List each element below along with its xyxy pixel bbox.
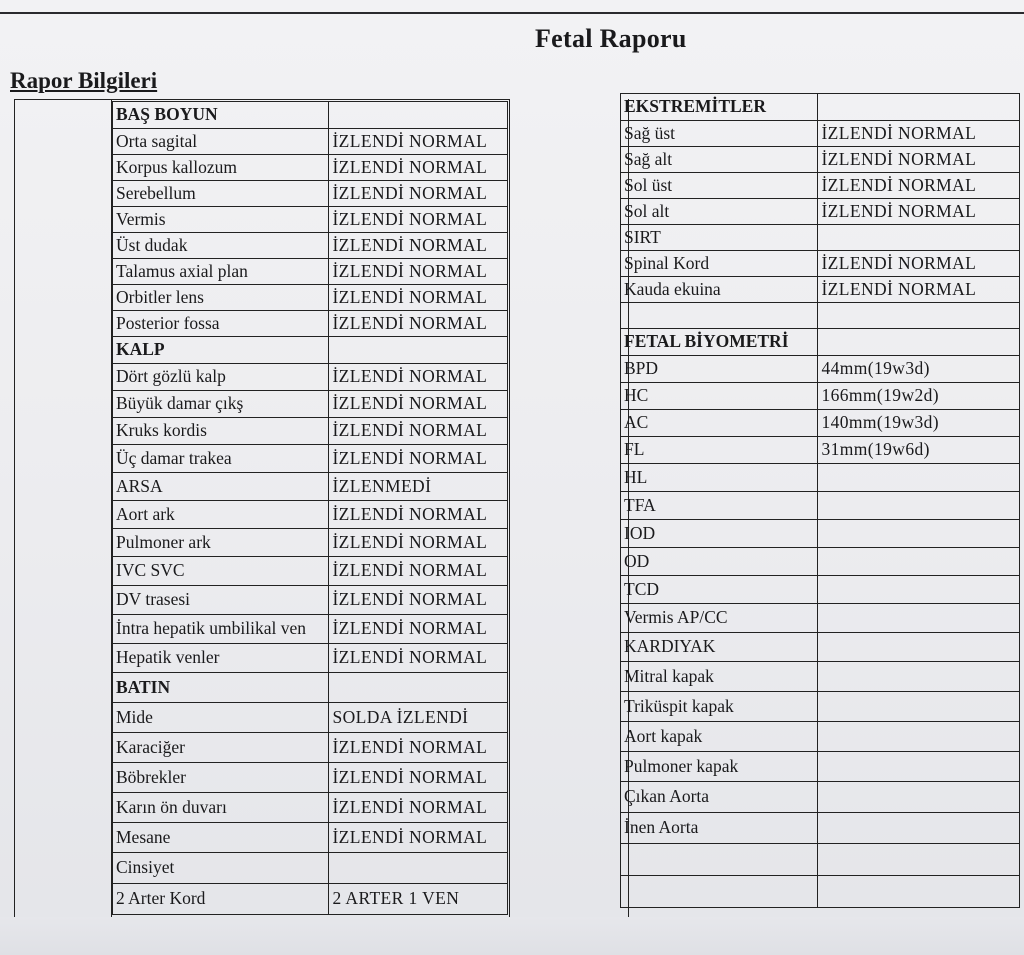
middle-gap-frame bbox=[508, 99, 629, 917]
row-label: FL bbox=[621, 437, 818, 464]
top-rule bbox=[0, 12, 1024, 14]
row-value: İZLENDİ NORMAL bbox=[329, 763, 508, 793]
row-value bbox=[818, 662, 1020, 692]
table-row bbox=[621, 199, 1020, 225]
table-row bbox=[113, 586, 508, 615]
table-row bbox=[621, 464, 1020, 492]
table-row bbox=[621, 251, 1020, 277]
row-label: Üst dudak bbox=[113, 233, 329, 259]
row-label: TFA bbox=[621, 492, 818, 520]
row-value bbox=[818, 633, 1020, 662]
table-row bbox=[621, 876, 1020, 908]
row-value: İZLENDİ NORMAL bbox=[818, 121, 1020, 147]
table-row bbox=[621, 147, 1020, 173]
row-label: Üç damar trakea bbox=[113, 445, 329, 473]
table-row bbox=[113, 364, 508, 391]
table-row bbox=[113, 155, 508, 181]
row-value: İZLENDİ NORMAL bbox=[329, 501, 508, 529]
row-label: EKSTREMİTLER bbox=[621, 94, 818, 121]
table-row bbox=[621, 576, 1020, 604]
table-row bbox=[621, 303, 1020, 329]
row-label: TCD bbox=[621, 576, 818, 604]
row-label: Cinsiyet bbox=[113, 853, 329, 884]
row-value bbox=[818, 464, 1020, 492]
row-label: Kruks kordis bbox=[113, 418, 329, 445]
table-row bbox=[113, 102, 508, 129]
row-label: Pulmoner ark bbox=[113, 529, 329, 557]
row-label: FETAL BİYOMETRİ bbox=[621, 329, 818, 356]
row-value: İZLENDİ NORMAL bbox=[329, 733, 508, 763]
row-label: HC bbox=[621, 383, 818, 410]
row-value: İZLENDİ NORMAL bbox=[329, 445, 508, 473]
table-row bbox=[113, 445, 508, 473]
row-label bbox=[621, 303, 818, 329]
row-label: Kauda ekuina bbox=[621, 277, 818, 303]
row-value bbox=[818, 225, 1020, 251]
table-row bbox=[113, 207, 508, 233]
row-value bbox=[818, 329, 1020, 356]
row-value: İZLENDİ NORMAL bbox=[329, 793, 508, 823]
row-value bbox=[818, 692, 1020, 722]
row-label: IVC SVC bbox=[113, 557, 329, 586]
row-label: Dört gözlü kalp bbox=[113, 364, 329, 391]
row-label: Serebellum bbox=[113, 181, 329, 207]
row-label: 2 Arter Kord bbox=[113, 884, 329, 915]
row-value: İZLENDİ NORMAL bbox=[329, 207, 508, 233]
row-value: İZLENDİ NORMAL bbox=[329, 418, 508, 445]
table-row bbox=[113, 529, 508, 557]
table-row bbox=[113, 473, 508, 501]
row-label: OD bbox=[621, 548, 818, 576]
row-value: 166mm(19w2d) bbox=[818, 383, 1020, 410]
row-value: İZLENDİ NORMAL bbox=[329, 557, 508, 586]
page-title: Fetal Raporu bbox=[535, 24, 687, 53]
row-value: 140mm(19w3d) bbox=[818, 410, 1020, 437]
row-label: Aort ark bbox=[113, 501, 329, 529]
row-label: HL bbox=[621, 464, 818, 492]
row-value: İZLENDİ NORMAL bbox=[818, 147, 1020, 173]
row-value bbox=[818, 844, 1020, 876]
section-title: Rapor Bilgileri bbox=[10, 68, 158, 93]
row-value bbox=[329, 102, 508, 129]
row-label bbox=[621, 844, 818, 876]
row-value bbox=[818, 722, 1020, 752]
row-label: Vermis AP/CC bbox=[621, 604, 818, 633]
row-value: İZLENDİ NORMAL bbox=[329, 233, 508, 259]
table-row bbox=[113, 793, 508, 823]
row-label: Orbitler lens bbox=[113, 285, 329, 311]
row-label: SIRT bbox=[621, 225, 818, 251]
table-row bbox=[621, 844, 1020, 876]
table-row bbox=[113, 763, 508, 793]
table-row bbox=[113, 703, 508, 733]
table-row bbox=[113, 181, 508, 207]
row-label: BPD bbox=[621, 356, 818, 383]
table-row bbox=[113, 823, 508, 853]
table-row bbox=[621, 548, 1020, 576]
row-value: İZLENDİ NORMAL bbox=[329, 129, 508, 155]
table-row bbox=[621, 94, 1020, 121]
table-row bbox=[621, 492, 1020, 520]
table-row bbox=[621, 329, 1020, 356]
table-row bbox=[621, 356, 1020, 383]
row-label: İnen Aorta bbox=[621, 813, 818, 844]
row-value: İZLENDİ NORMAL bbox=[329, 311, 508, 337]
row-label: Sol üst bbox=[621, 173, 818, 199]
row-label: Talamus axial plan bbox=[113, 259, 329, 285]
table-row bbox=[113, 391, 508, 418]
row-value bbox=[818, 782, 1020, 813]
table-row bbox=[113, 673, 508, 703]
table-row bbox=[113, 557, 508, 586]
row-label: Sağ alt bbox=[621, 147, 818, 173]
row-value bbox=[818, 576, 1020, 604]
row-label: Sol alt bbox=[621, 199, 818, 225]
row-label: Karın ön duvarı bbox=[113, 793, 329, 823]
row-label: Vermis bbox=[113, 207, 329, 233]
row-label: Aort kapak bbox=[621, 722, 818, 752]
row-label: ARSA bbox=[113, 473, 329, 501]
row-value: İZLENDİ NORMAL bbox=[329, 615, 508, 644]
table-row bbox=[113, 259, 508, 285]
table-row bbox=[621, 277, 1020, 303]
row-value: İZLENDİ NORMAL bbox=[329, 586, 508, 615]
table-row bbox=[621, 813, 1020, 844]
row-label: KARDIYAK bbox=[621, 633, 818, 662]
row-value: İZLENMEDİ bbox=[329, 473, 508, 501]
table-row bbox=[621, 520, 1020, 548]
table-row bbox=[621, 437, 1020, 464]
row-value: İZLENDİ NORMAL bbox=[818, 173, 1020, 199]
row-value bbox=[818, 548, 1020, 576]
table-row bbox=[113, 853, 508, 884]
table-row bbox=[113, 285, 508, 311]
table-row bbox=[113, 418, 508, 445]
row-label: IOD bbox=[621, 520, 818, 548]
row-value: İZLENDİ NORMAL bbox=[329, 823, 508, 853]
table-row bbox=[113, 129, 508, 155]
row-value bbox=[818, 876, 1020, 908]
row-label: BATIN bbox=[113, 673, 329, 703]
row-value: İZLENDİ NORMAL bbox=[818, 277, 1020, 303]
row-label: Orta sagital bbox=[113, 129, 329, 155]
row-value: İZLENDİ NORMAL bbox=[329, 155, 508, 181]
row-value bbox=[818, 520, 1020, 548]
row-label: Büyük damar çıkş bbox=[113, 391, 329, 418]
table-row bbox=[113, 311, 508, 337]
table-row bbox=[621, 633, 1020, 662]
row-value bbox=[818, 303, 1020, 329]
table-row bbox=[621, 121, 1020, 147]
row-value: İZLENDİ NORMAL bbox=[329, 529, 508, 557]
row-value: 44mm(19w3d) bbox=[818, 356, 1020, 383]
table-row bbox=[621, 604, 1020, 633]
row-value: İZLENDİ NORMAL bbox=[818, 199, 1020, 225]
row-label: Çıkan Aorta bbox=[621, 782, 818, 813]
row-label: Mide bbox=[113, 703, 329, 733]
row-value: İZLENDİ NORMAL bbox=[329, 391, 508, 418]
table-row bbox=[621, 782, 1020, 813]
row-value: İZLENDİ NORMAL bbox=[329, 285, 508, 311]
row-label: BAŞ BOYUN bbox=[113, 102, 329, 129]
table-row bbox=[113, 501, 508, 529]
table-row bbox=[621, 692, 1020, 722]
row-label bbox=[621, 876, 818, 908]
row-value: İZLENDİ NORMAL bbox=[329, 181, 508, 207]
row-label: DV trasesi bbox=[113, 586, 329, 615]
row-label: AC bbox=[621, 410, 818, 437]
row-value bbox=[329, 337, 508, 364]
row-label: Sağ üst bbox=[621, 121, 818, 147]
row-value bbox=[818, 813, 1020, 844]
row-label: Hepatik venler bbox=[113, 644, 329, 673]
table-row bbox=[621, 383, 1020, 410]
row-label: Korpus kallozum bbox=[113, 155, 329, 181]
row-value: İZLENDİ NORMAL bbox=[329, 644, 508, 673]
table-row bbox=[621, 752, 1020, 782]
table-row bbox=[113, 884, 508, 915]
row-label: İntra hepatik umbilikal ven bbox=[113, 615, 329, 644]
table-row bbox=[113, 615, 508, 644]
row-label: Böbrekler bbox=[113, 763, 329, 793]
row-label: Mesane bbox=[113, 823, 329, 853]
row-value bbox=[818, 604, 1020, 633]
table-row bbox=[621, 410, 1020, 437]
table-row bbox=[621, 225, 1020, 251]
table-row bbox=[113, 644, 508, 673]
row-label: KALP bbox=[113, 337, 329, 364]
table-row bbox=[113, 733, 508, 763]
row-value: İZLENDİ NORMAL bbox=[329, 259, 508, 285]
row-value: İZLENDİ NORMAL bbox=[329, 364, 508, 391]
row-value bbox=[818, 492, 1020, 520]
row-value bbox=[818, 94, 1020, 121]
row-value bbox=[329, 853, 508, 884]
row-label: Pulmoner kapak bbox=[621, 752, 818, 782]
row-value: SOLDA İZLENDİ bbox=[329, 703, 508, 733]
row-value bbox=[329, 673, 508, 703]
row-value: 2 ARTER 1 VEN bbox=[329, 884, 508, 915]
page-bottom-area bbox=[0, 917, 1024, 955]
table-row bbox=[621, 662, 1020, 692]
row-label: Spinal Kord bbox=[621, 251, 818, 277]
row-label: Karaciğer bbox=[113, 733, 329, 763]
right-report-table bbox=[620, 93, 1020, 908]
row-label: Triküspit kapak bbox=[621, 692, 818, 722]
row-label: Posterior fossa bbox=[113, 311, 329, 337]
table-row bbox=[621, 173, 1020, 199]
row-value bbox=[818, 752, 1020, 782]
table-row bbox=[621, 722, 1020, 752]
table-row bbox=[113, 233, 508, 259]
row-label: Mitral kapak bbox=[621, 662, 818, 692]
table-row bbox=[113, 337, 508, 364]
left-margin-column bbox=[15, 100, 112, 918]
row-value: İZLENDİ NORMAL bbox=[818, 251, 1020, 277]
left-report-table bbox=[112, 101, 508, 915]
row-value: 31mm(19w6d) bbox=[818, 437, 1020, 464]
